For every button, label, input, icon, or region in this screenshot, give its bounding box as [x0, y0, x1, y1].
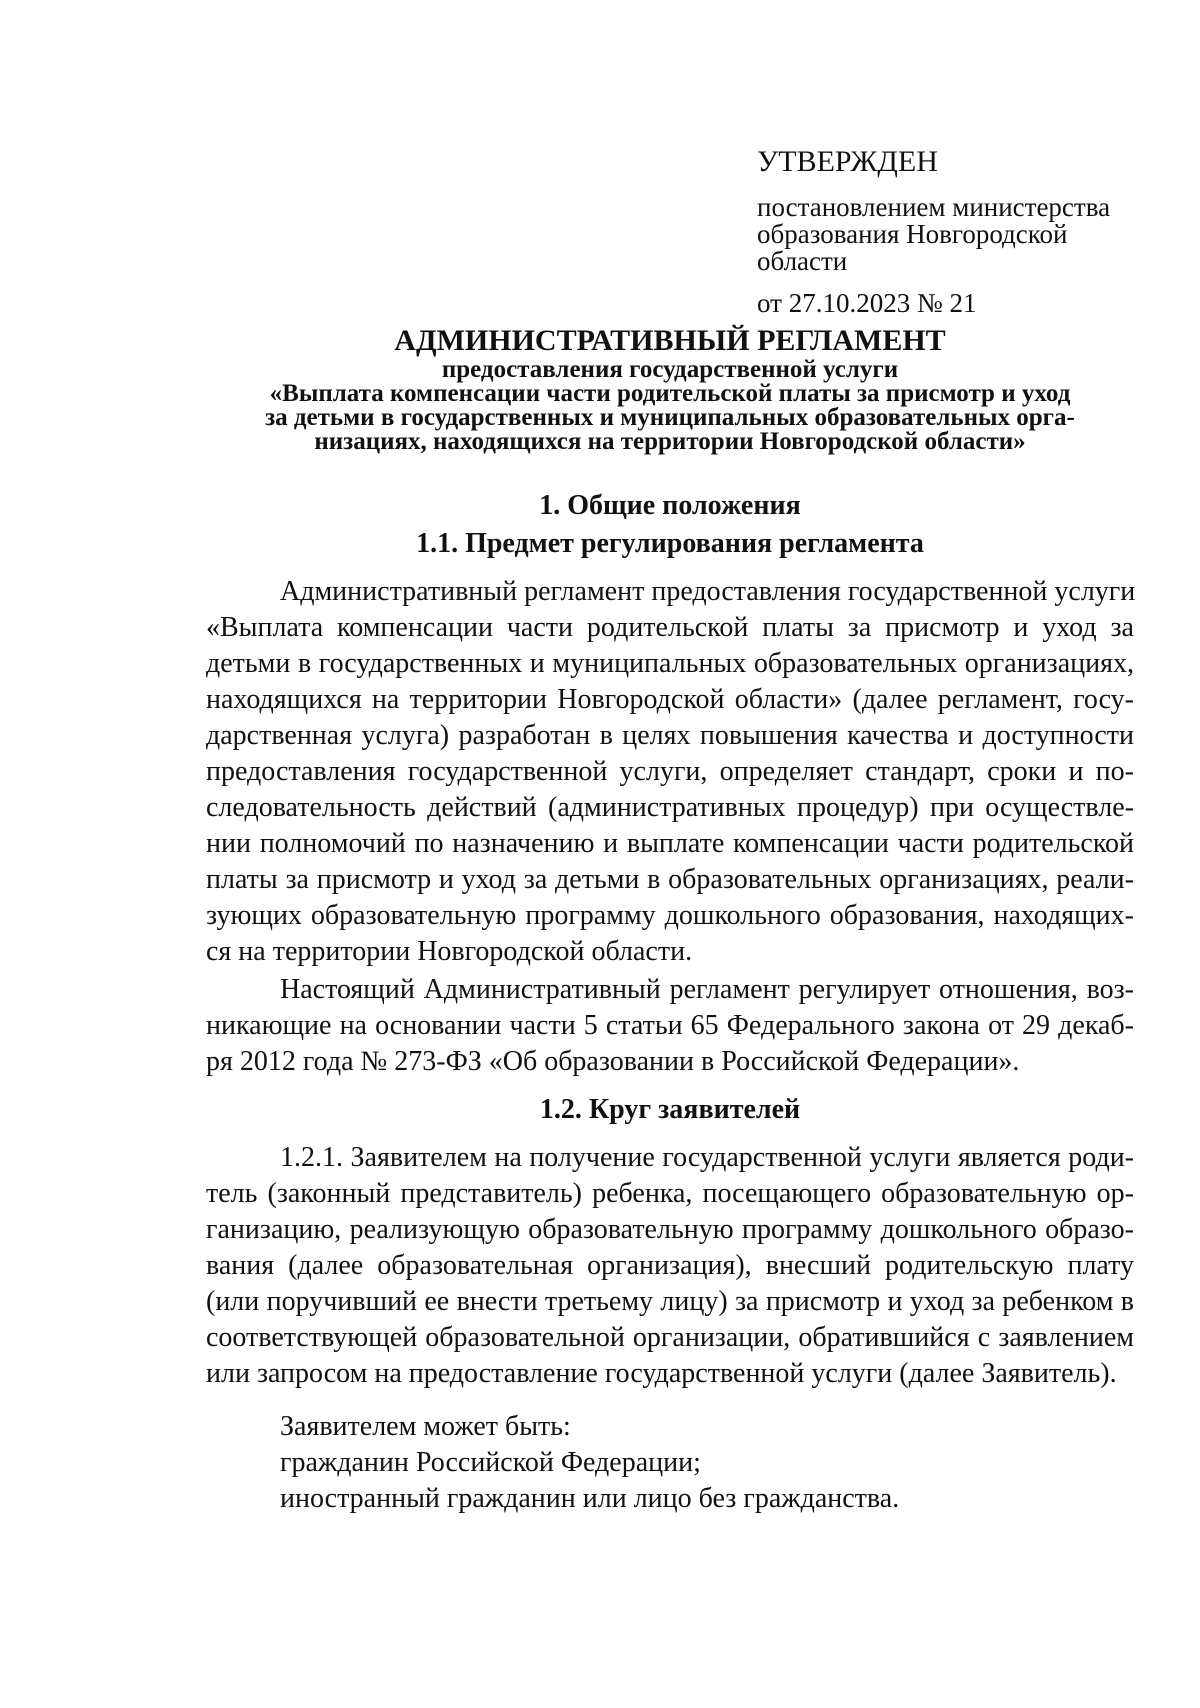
list-item: иностранный гражданин или лицо без гражданства.	[280, 1483, 900, 1514]
list-item: Заявителем может быть:	[280, 1411, 571, 1442]
text-line: соответствующей образовательной организации, обратившийся с заявлением	[206, 1322, 1134, 1353]
text-line: 1.2.1. Заявителем на получение государственной услуги является роди-	[280, 1142, 1134, 1173]
text-line: предоставления государственной услуги, определяет стандарт, сроки и по-	[206, 756, 1134, 787]
text-line: вания (далее образовательная организация), внесший родительскую плату	[206, 1250, 1134, 1281]
text-line: ся на территории Новгородской области.	[206, 936, 693, 967]
paragraph-regulation	[206, 972, 1134, 1080]
text-line: тель (законный представитель) ребенка, посещающего образовательную ор-	[206, 1178, 1134, 1209]
list-item: гражданин Российской Федерации;	[280, 1447, 701, 1478]
title-line: низациях, находящихся на территории Новгородской области»	[314, 428, 1026, 455]
paragraph-applicants	[206, 1140, 1134, 1392]
text-line: зующих образовательную программу дошкольного образования, находящих-	[206, 900, 1134, 931]
document-title	[200, 324, 1140, 454]
title-line: за детьми в государственных и муниципальных образовательных орга-	[265, 404, 1075, 431]
approval-line: постановлением министерства	[757, 192, 1111, 222]
approval-line: образования Новгородской	[757, 219, 1068, 249]
text-line: ря 2012 года № 273-ФЗ «Об образовании в Российской Федерации».	[206, 1046, 1020, 1077]
title-main: АДМИНИСТРАТИВНЫЙ РЕГЛАМЕНТ	[394, 324, 946, 357]
text-line: Административный регламент предоставления государственной услуги	[280, 576, 1136, 607]
title-line: «Выплата компенсации части родительской платы за присмотр и уход	[269, 380, 1071, 407]
approval-date: от 27.10.2023 № 21	[757, 288, 977, 318]
text-line: «Выплата компенсации части родительской платы за присмотр и уход за	[206, 612, 1134, 643]
approval-block	[757, 144, 1157, 319]
text-line: или запросом на предоставление государственной услуги (далее Заявитель).	[206, 1358, 1117, 1389]
approval-line: области	[757, 246, 848, 276]
text-line: детьми в государственных и муниципальных образовательных организациях,	[206, 648, 1134, 679]
subsection-heading: 1.2. Круг заявителей	[539, 1094, 801, 1125]
subsection-heading: 1.1. Предмет регулирования регламента	[416, 528, 924, 559]
text-line: никающие на основании части 5 статьи 65 Федерального закона от 29 декаб-	[206, 1010, 1134, 1041]
text-line: нии полномочий по назначению и выплате компенсации части родительской	[206, 828, 1134, 859]
text-line: ганизацию, реализующую образовательную программу дошкольного образо-	[206, 1214, 1134, 1245]
text-line: (или поручивший ее внести третьему лицу) за присмотр и уход за ребенком в	[206, 1286, 1134, 1317]
section-heading: 1. Общие положения	[539, 490, 801, 521]
text-line: находящихся на территории Новгородской области» (далее регламент, госу-	[206, 684, 1134, 715]
text-line: дарственная услуга) разработан в целях повышения качества и доступности	[206, 720, 1134, 751]
approval-stamp: УТВЕРЖДЕН	[757, 145, 938, 178]
applicant-list	[280, 1409, 1140, 1517]
paragraph-subject	[206, 574, 1134, 970]
text-line: следовательность действий (административных процедур) при осуществле-	[206, 792, 1134, 823]
text-line: Настоящий Административный регламент регулирует отношения, воз-	[280, 974, 1134, 1005]
title-line: предоставления государственной услуги	[441, 356, 899, 383]
text-line: платы за присмотр и уход за детьми в образовательных организациях, реали-	[206, 864, 1134, 895]
